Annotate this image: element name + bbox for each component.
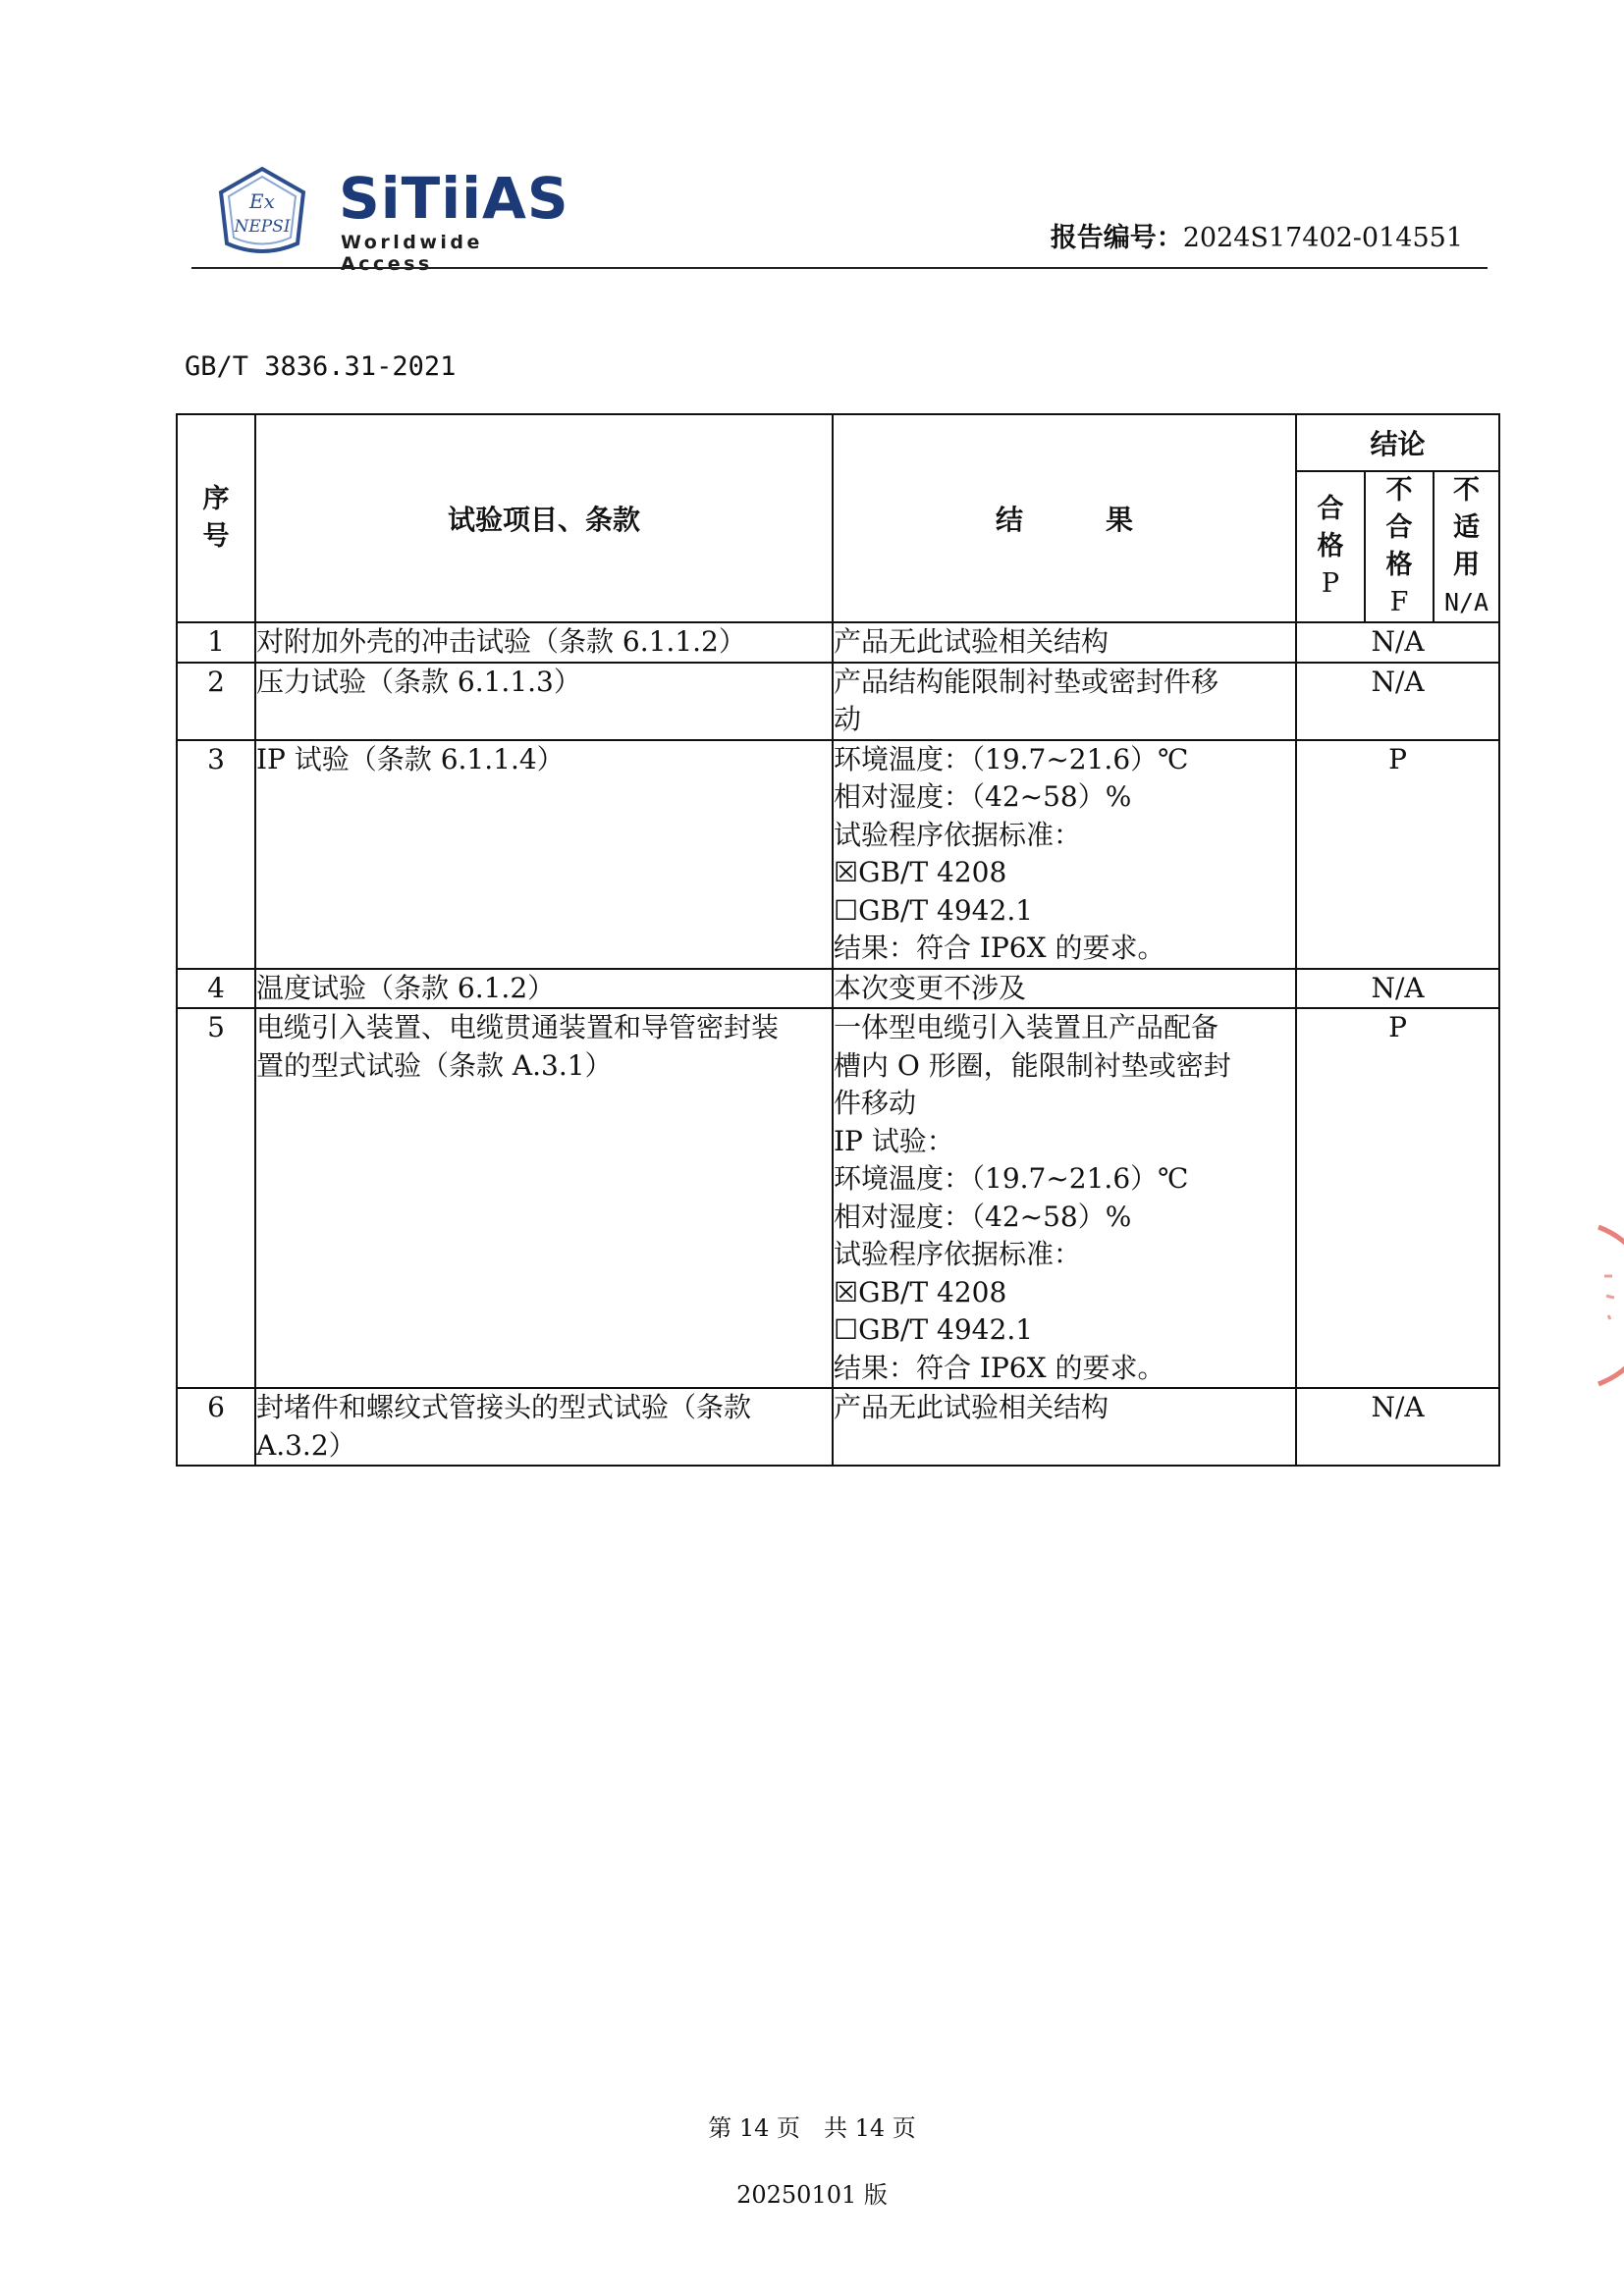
row-number: 5	[177, 1008, 255, 1388]
row-result: 本次变更不涉及	[833, 969, 1296, 1009]
header-fail: 不 合 格 F	[1365, 471, 1434, 622]
unchecked-option: ☐GB/T 4942.1	[834, 1313, 1034, 1346]
header-seq-text: 序 号	[202, 484, 230, 552]
header-conclusion: 结论	[1296, 414, 1499, 471]
report-number	[1051, 216, 1463, 254]
checked-option: ☒GB/T 4208	[834, 856, 1007, 888]
header-seq	[177, 414, 255, 622]
ex-nepsi-logo	[213, 165, 311, 255]
header-na: 不 适 用 N/A	[1434, 471, 1499, 622]
row-item: 封堵件和螺纹式管接头的型式试验（条款 A.3.2）	[255, 1388, 833, 1466]
table-row	[177, 1008, 1499, 1388]
svg-text:NEPSI: NEPSI	[234, 217, 291, 237]
page-header	[191, 157, 1488, 275]
row-number: 2	[177, 663, 255, 740]
row-conclusion: N/A	[1296, 622, 1499, 663]
standard-title: GB/T 3836.31-2021	[185, 351, 457, 382]
brand-tagline: Worldwide Access	[341, 232, 483, 275]
row-result: 产品无此试验相关结构	[833, 622, 1296, 663]
row-number: 6	[177, 1388, 255, 1466]
unchecked-option: ☐GB/T 4942.1	[834, 893, 1034, 927]
version-label: 20250101 版	[736, 2181, 888, 2209]
row-result: 环境温度：（19.7~21.6）℃ 相对湿度：（42~58）% 试验程序依据标准： ☒GB/T 4208 ☐GB/T 4942.1 结果：符合 IP6X 的要求。	[833, 740, 1296, 969]
stamp-fragment	[1591, 1217, 1624, 1394]
table-row	[177, 740, 1499, 969]
row-number: 3	[177, 740, 255, 969]
header-pass: 合 格 P	[1296, 471, 1365, 622]
row-item: IP 试验（条款 6.1.1.4）	[255, 740, 833, 969]
row-conclusion: N/A	[1296, 663, 1499, 740]
row-result: 一体型电缆引入装置且产品配备 槽内 O 形圈，能限制衬垫或密封 件移动 IP 试验： 环境温度：（19.7~21.6）℃ 相对湿度：（42~58）% 试验程序依据标准： ☒GB/T 4208 ☐GB/T 4942.1 结果：符合 IP6X 的要求。	[833, 1008, 1296, 1388]
row-item: 电缆引入装置、电缆贯通装置和导管密封装 置的型式试验（条款 A.3.1）	[255, 1008, 833, 1388]
row-conclusion: P	[1296, 1008, 1499, 1388]
report-number-value: 2024S17402-014551	[1182, 223, 1463, 253]
row-result: 产品结构能限制衬垫或密封件移 动	[833, 663, 1296, 740]
row-conclusion: P	[1296, 740, 1499, 969]
row-item: 对附加外壳的冲击试验（条款 6.1.1.2）	[255, 622, 833, 663]
row-number: 4	[177, 969, 255, 1009]
brand-name: SiTiiAS	[339, 165, 569, 232]
row-result: 产品无此试验相关结构	[833, 1388, 1296, 1466]
report-number-label: 报告编号：	[1050, 223, 1183, 253]
table-row	[177, 622, 1499, 663]
row-item: 压力试验（条款 6.1.1.3）	[255, 663, 833, 740]
table-row	[177, 969, 1499, 1009]
row-number: 1	[177, 622, 255, 663]
header-result: 结 果	[833, 414, 1296, 622]
checked-option: ☒GB/T 4208	[834, 1275, 1007, 1308]
row-item: 温度试验（条款 6.1.2）	[255, 969, 833, 1009]
header-item: 试验项目、条款	[255, 414, 833, 622]
header-divider	[191, 267, 1488, 269]
svg-text:Ex: Ex	[249, 189, 275, 213]
sitiias-logo	[339, 165, 584, 275]
test-results-table	[176, 413, 1500, 1467]
page-number: 第 14 页 共 14 页	[708, 2114, 916, 2142]
row-conclusion: N/A	[1296, 1388, 1499, 1466]
row-conclusion: N/A	[1296, 969, 1499, 1009]
table-row	[177, 663, 1499, 740]
table-row	[177, 1388, 1499, 1466]
